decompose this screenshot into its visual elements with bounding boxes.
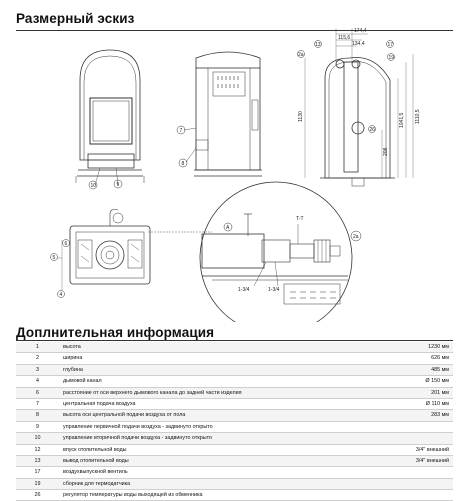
callout-back-26: 26 [369, 127, 376, 133]
row-number: 17 [34, 469, 41, 476]
callout-section-4: 4 [59, 292, 63, 298]
dim-back-208: 208 [383, 147, 389, 156]
table-row [16, 456, 453, 467]
callout-detail-2a: 2a [353, 234, 359, 240]
row-value [369, 422, 453, 432]
row-description: расстояние от оси верхнего дымового канала до задней части изделия [63, 389, 242, 396]
row-description: сборник для термодатчика [63, 480, 131, 487]
row-description: ширина [63, 355, 83, 362]
callout-back-2a: 2a [298, 52, 304, 58]
row-number: 2 [36, 355, 39, 362]
side-view [177, 52, 262, 176]
row-value: 3/4" внешний [415, 457, 449, 464]
row-value [369, 479, 453, 489]
table-row [16, 399, 453, 410]
table-row [16, 342, 453, 353]
label-detail-section-t: T-T [296, 216, 304, 222]
row-value [369, 433, 453, 443]
top-section-view [51, 210, 151, 298]
row-value: 201 мм [431, 389, 449, 396]
row-number: 8 [36, 412, 39, 419]
row-value: Ø 150 мм [425, 378, 449, 385]
row-number: 1 [36, 344, 39, 350]
callout-side-7: 7 [179, 128, 183, 134]
row-description: центральная подача воздуха [63, 400, 136, 407]
table-row [16, 490, 453, 501]
table-row [16, 410, 453, 421]
row-description: воздухвыпускной вентиль [63, 469, 128, 476]
callout-back-13: 13 [315, 42, 321, 48]
back-view [298, 28, 414, 186]
detail-view [148, 182, 361, 322]
callout-back-19: 19 [388, 55, 395, 61]
info-section-title: Доплнительная информация [16, 325, 215, 340]
row-value [369, 467, 453, 477]
row-number: 6 [36, 389, 39, 396]
dim-back-1041-5: 1041,5 [399, 112, 405, 128]
section-divider [16, 340, 453, 341]
row-value: 283 мм [431, 412, 449, 419]
table-row [16, 433, 453, 444]
dim-back-134-4: 134,4 [352, 41, 365, 47]
row-value: 1230 мм [428, 344, 449, 350]
callout-side-8: 8 [181, 161, 185, 167]
row-value: Ø 110 мм [425, 400, 449, 407]
row-description: высота оси центральной подачи воздуха от пола [63, 412, 186, 419]
label-detail-thread-2: 1-3/4 [268, 287, 280, 293]
row-value [369, 490, 453, 500]
callout-back-17: 17 [387, 42, 394, 48]
row-number: 12 [34, 446, 41, 453]
row-description: вывод отопительной воды [63, 457, 129, 464]
callout-section-6: 6 [64, 241, 68, 247]
callout-front-9: 9 [116, 182, 120, 188]
dim-back-115-6: 115,6 [338, 35, 351, 41]
table-row [16, 445, 453, 456]
dim-back-1110-5: 1110,5 [415, 109, 421, 124]
row-description: высота [63, 344, 81, 350]
row-number: 19 [34, 480, 41, 487]
dim-back-1130: 1130 [298, 111, 304, 122]
callout-section-5: 5 [52, 255, 56, 261]
sketch-section-title: Размерный эскиз [16, 11, 135, 26]
table-row [16, 467, 453, 478]
row-description: управление первичной подачи воздуха - задвинуто открыто [63, 423, 213, 430]
row-description: управление вторичной подачи воздуха - задвинуто открыто [63, 435, 212, 442]
row-value: 626 мм [431, 355, 449, 362]
row-value: 3/4" внешний [415, 446, 449, 453]
specs-table [16, 342, 453, 501]
row-description: регулятор температуры воды выходящей из обменника [63, 492, 203, 499]
row-number: 9 [36, 423, 39, 430]
row-description: дымовой канал [63, 378, 102, 385]
row-number: 7 [36, 400, 39, 407]
table-row [16, 479, 453, 490]
row-number: 26 [34, 492, 41, 499]
table-row [16, 353, 453, 364]
table-row [16, 422, 453, 433]
row-number: 3 [36, 366, 39, 373]
table-row [16, 376, 453, 387]
row-description: глубина [63, 366, 83, 373]
front-view [76, 50, 144, 189]
callout-front-10: 10 [90, 183, 97, 189]
row-description: впуск отопительной воды [63, 446, 127, 453]
row-value: 485 мм [431, 366, 449, 373]
table-row [16, 365, 453, 376]
row-number: 10 [34, 435, 41, 442]
row-number: 13 [34, 457, 41, 464]
dim-back-174-4: 174,4 [354, 28, 367, 34]
callout-detail-a: A [226, 225, 230, 231]
row-number: 4 [36, 378, 39, 385]
table-row [16, 388, 453, 399]
label-detail-thread-1: 1-3/4 [238, 287, 250, 293]
